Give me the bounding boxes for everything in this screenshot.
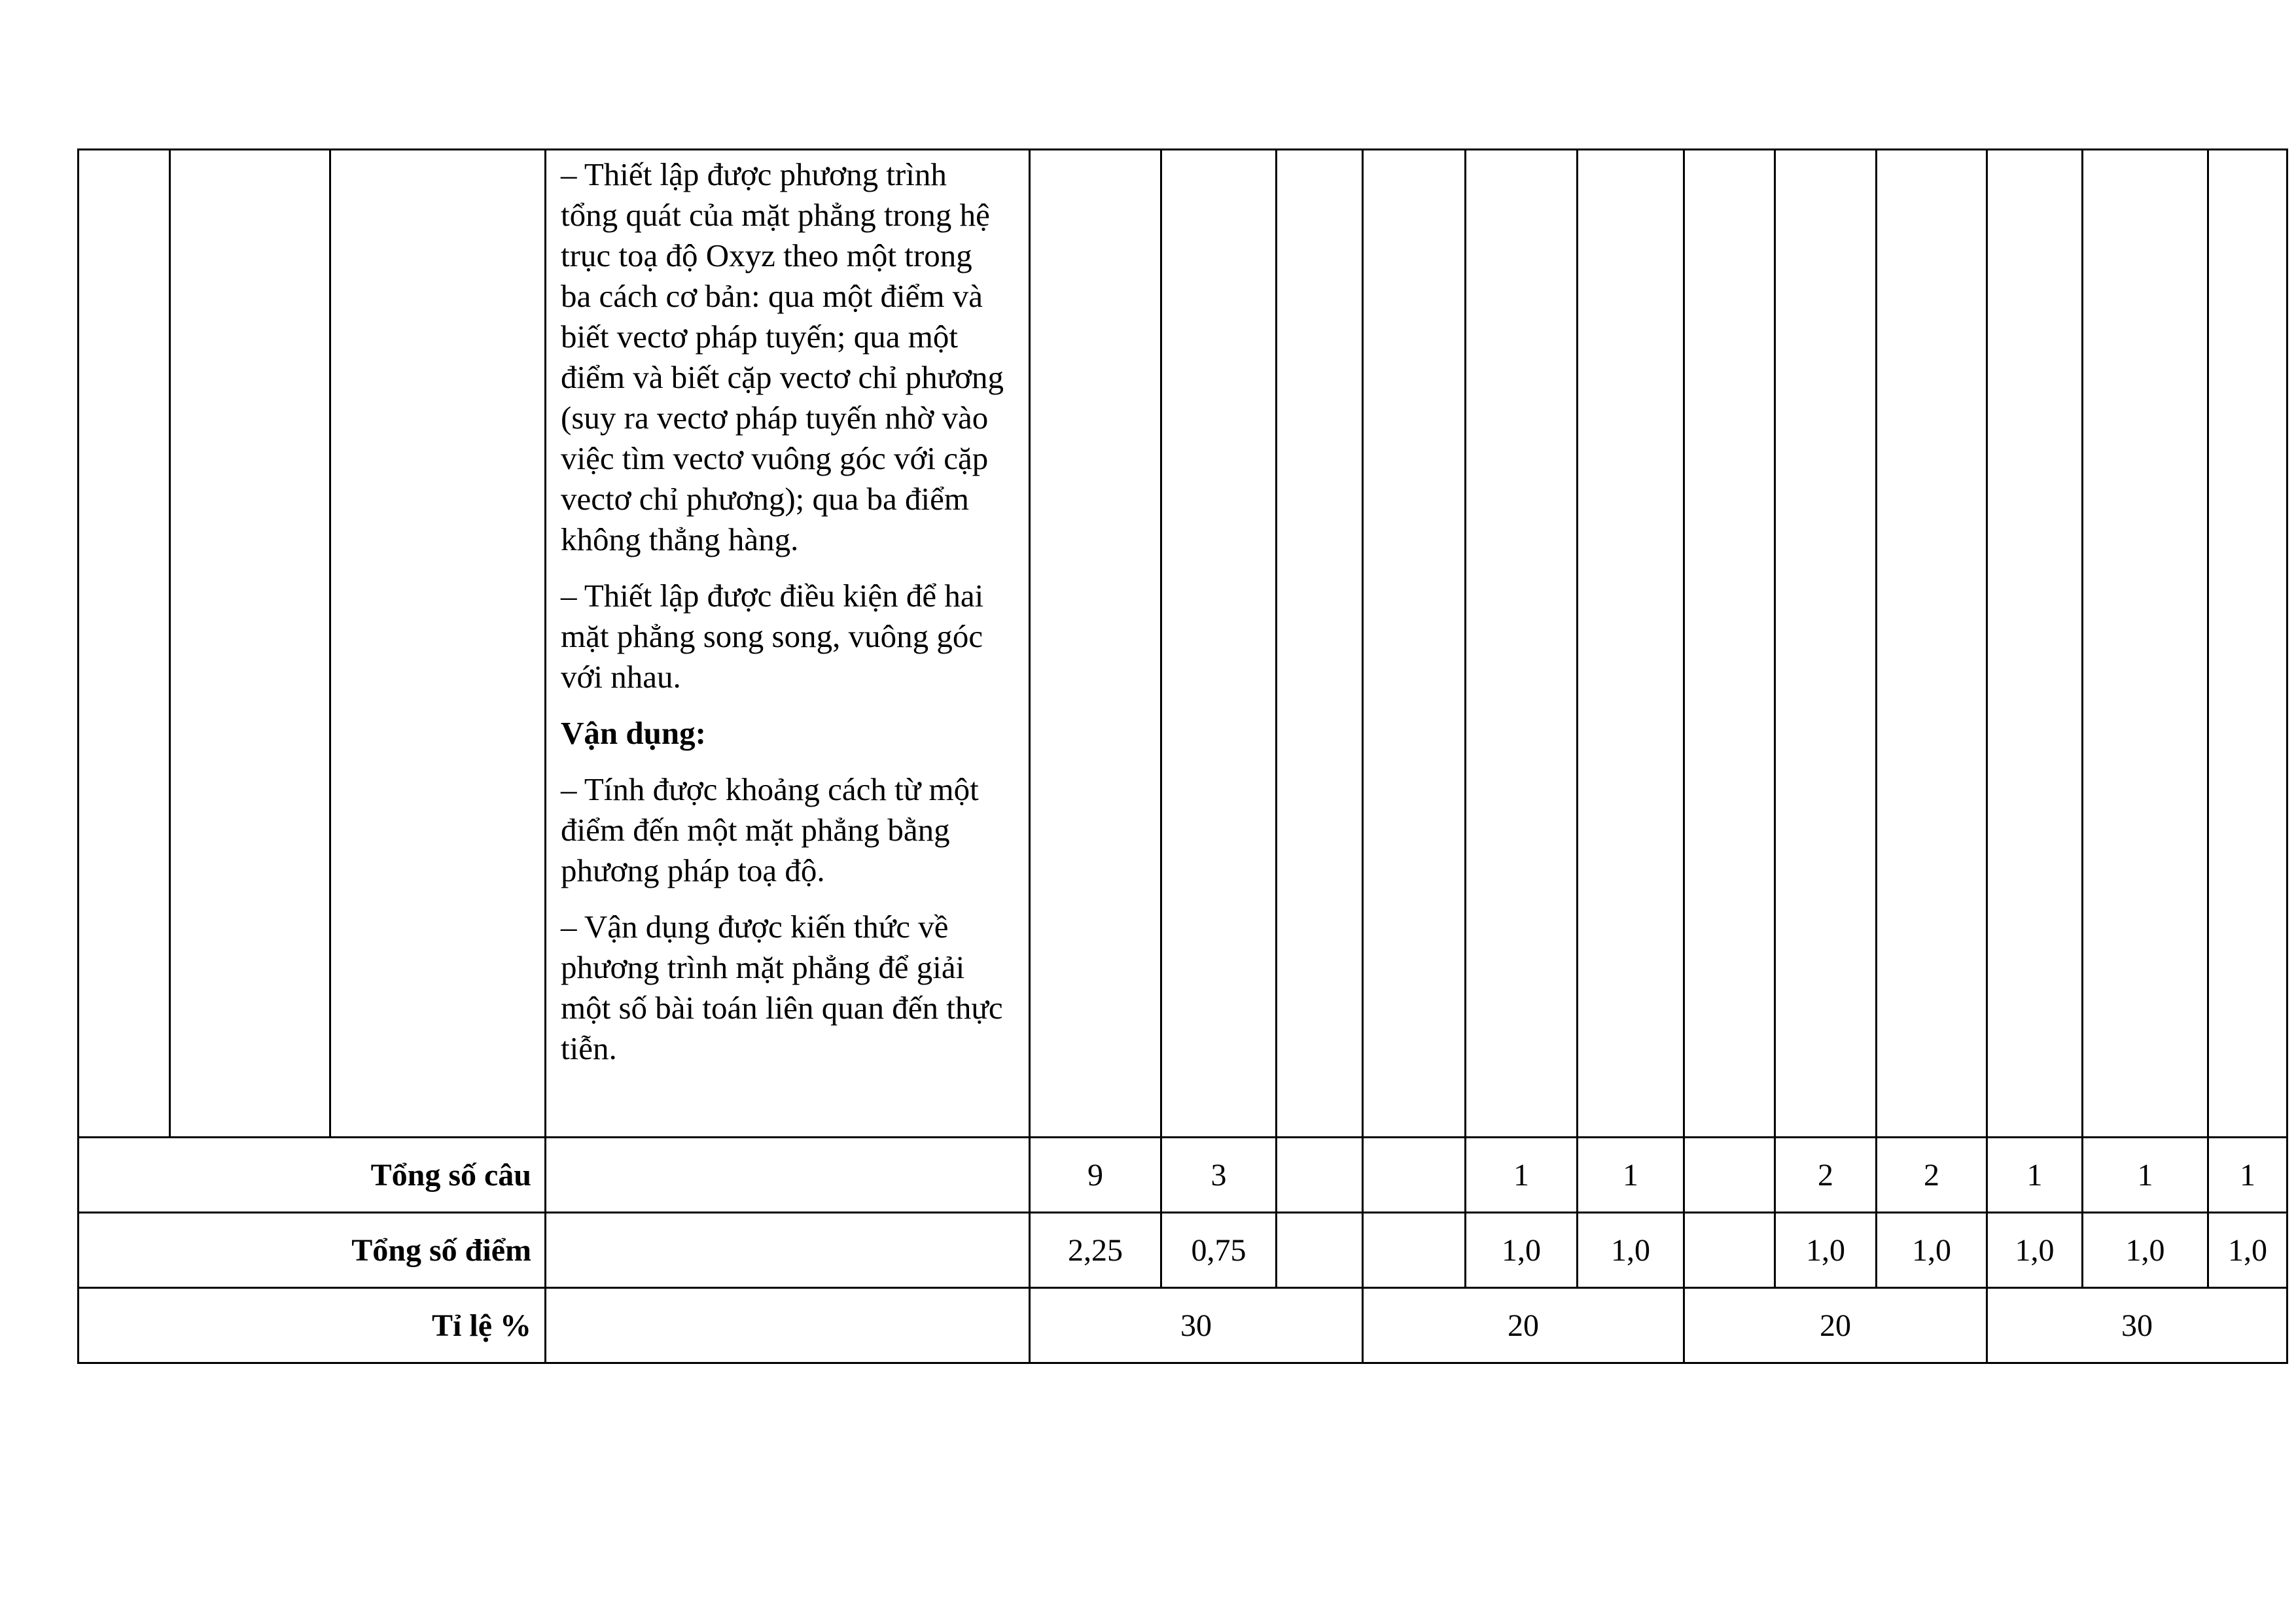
total-questions-label: Tổng số câu	[79, 1138, 546, 1213]
col-stt	[79, 150, 170, 1138]
total-questions-value	[1684, 1138, 1775, 1213]
total-questions-value: 1	[2083, 1138, 2208, 1213]
count-cell	[1684, 150, 1775, 1138]
total-questions-value: 9	[1030, 1138, 1161, 1213]
exam-specification-table	[77, 148, 2288, 1364]
total-questions-value: 1	[1578, 1138, 1684, 1213]
percentage-value: 30	[1987, 1288, 2287, 1363]
requirement-paragraph: – Thiết lập được phương trình tổng quát của mặt phẳng trong hệ trục toạ độ Oxyz theo một trong ba cách cơ bản: qua một điểm và biết vectơ pháp tuyến; qua một điểm và biết cặp vectơ chỉ phương (suy ra vectơ pháp tuyến nhờ vào việc tìm vectơ vuông góc với cặp vectơ chỉ phương); qua ba điểm không thẳng hàng.	[561, 156, 1004, 557]
total-points-value	[1277, 1213, 1363, 1288]
col-topic	[170, 150, 330, 1138]
count-cell	[1277, 150, 1363, 1138]
count-cell	[1466, 150, 1578, 1138]
count-cell	[1877, 150, 1987, 1138]
count-cell	[1987, 150, 2083, 1138]
total-questions-value	[1363, 1138, 1466, 1213]
percentage-value: 20	[1684, 1288, 1987, 1363]
total-points-value	[1363, 1213, 1466, 1288]
total-points-value: 2,25	[1030, 1213, 1161, 1288]
total-points-value	[1684, 1213, 1775, 1288]
total-points-value: 1,0	[2208, 1213, 2287, 1288]
total-questions-value	[1277, 1138, 1363, 1213]
requirement-paragraph: – Tính được khoảng cách từ một điểm đến một mặt phẳng bằng phương pháp toạ độ.	[561, 771, 979, 888]
count-cell	[1161, 150, 1277, 1138]
content-row	[79, 150, 2287, 1138]
total-questions-value: 1	[2208, 1138, 2287, 1213]
total-points-value: 1,0	[2083, 1213, 2208, 1288]
count-cell	[1775, 150, 1877, 1138]
empty-cell	[546, 1288, 1030, 1363]
level-heading-van-dung: Vận dụng:	[561, 715, 706, 751]
total-questions-value: 2	[1775, 1138, 1877, 1213]
count-cell	[1363, 150, 1466, 1138]
total-questions-row	[79, 1138, 2287, 1213]
total-points-label: Tổng số điểm	[79, 1213, 546, 1288]
count-cell	[1030, 150, 1161, 1138]
requirement-paragraph: – Vận dụng được kiến thức về phương trình mặt phẳng để giải một số bài toán liên quan đến thực tiễn.	[561, 909, 1003, 1066]
total-points-value: 1,0	[1877, 1213, 1987, 1288]
requirement-cell	[546, 150, 1030, 1138]
count-cell	[2083, 150, 2208, 1138]
total-points-value: 0,75	[1161, 1213, 1277, 1288]
total-points-value: 1,0	[1987, 1213, 2083, 1288]
count-cell	[2208, 150, 2287, 1138]
requirement-paragraph: – Thiết lập được điều kiện để hai mặt phẳng song song, vuông góc với nhau.	[561, 578, 984, 695]
percentage-value: 20	[1363, 1288, 1684, 1363]
total-questions-value: 1	[1987, 1138, 2083, 1213]
total-points-value: 1,0	[1775, 1213, 1877, 1288]
total-points-value: 1,0	[1466, 1213, 1578, 1288]
col-unit	[330, 150, 546, 1138]
percentage-row	[79, 1288, 2287, 1363]
count-cell	[1578, 150, 1684, 1138]
percentage-label: Tỉ lệ %	[79, 1288, 546, 1363]
total-questions-value: 1	[1466, 1138, 1578, 1213]
total-questions-value: 3	[1161, 1138, 1277, 1213]
percentage-value: 30	[1030, 1288, 1363, 1363]
empty-cell	[546, 1138, 1030, 1213]
total-points-row	[79, 1213, 2287, 1288]
total-questions-value: 2	[1877, 1138, 1987, 1213]
total-points-value: 1,0	[1578, 1213, 1684, 1288]
empty-cell	[546, 1213, 1030, 1288]
